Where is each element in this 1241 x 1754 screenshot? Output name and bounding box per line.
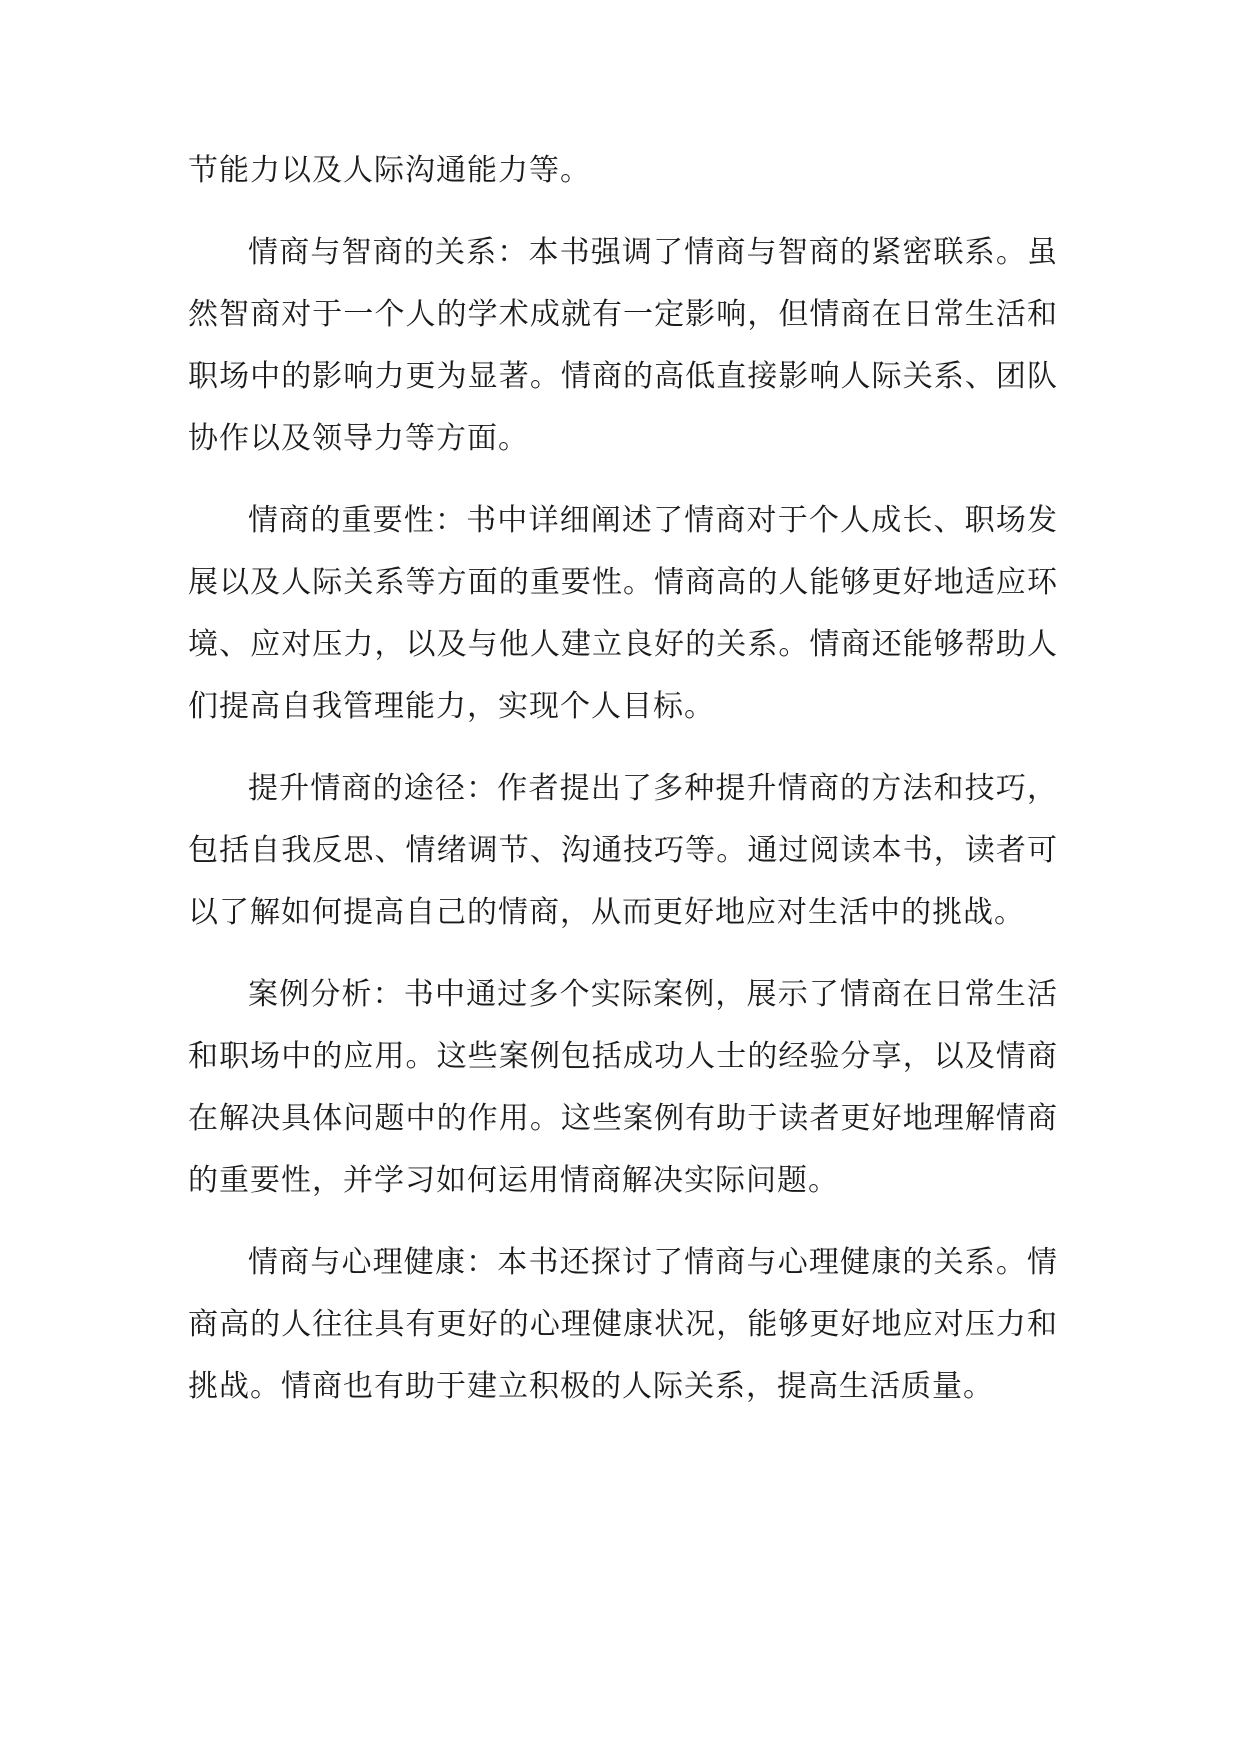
paragraph-eq-mental-health: 情商与心理健康：本书还探讨了情商与心理健康的关系。情商高的人往往具有更好的心理健康状况，能够更好地应对压力和挑战。情商也有助于建立积极的人际关系，提高生活质量。: [188, 1245, 1058, 1404]
paragraph-case-analysis: 案例分析：书中通过多个实际案例，展示了情商在日常生活和职场中的应用。这些案例包括成功人士的经验分享，以及情商在解决具体问题中的作用。这些案例有助于读者更好地理解情商的重要性，并学习如何运用情商解决实际问题。: [188, 977, 1058, 1198]
paragraph-improve-eq: 提升情商的途径：作者提出了多种提升情商的方法和技巧，包括自我反思、情绪调节、沟通技巧等。通过阅读本书，读者可以了解如何提高自己的情商，从而更好地应对生活中的挑战。: [188, 771, 1058, 930]
paragraph-continuation: 节能力以及人际沟通能力等。: [188, 153, 591, 188]
document-body: [188, 140, 1058, 1418]
paragraph-eq-importance: 情商的重要性：书中详细阐述了情商对于个人成长、职场发展以及人际关系等方面的重要性。情商高的人能够更好地适应环境、应对压力，以及与他人建立良好的关系。情商还能够帮助人们提高自我管理能力，实现个人目标。: [188, 503, 1058, 724]
paragraph-eq-iq-relationship: 情商与智商的关系：本书强调了情商与智商的紧密联系。虽然智商对于一个人的学术成就有一定影响，但情商在日常生活和职场中的影响力更为显著。情商的高低直接影响人际关系、团队协作以及领导力等方面。: [188, 235, 1058, 456]
